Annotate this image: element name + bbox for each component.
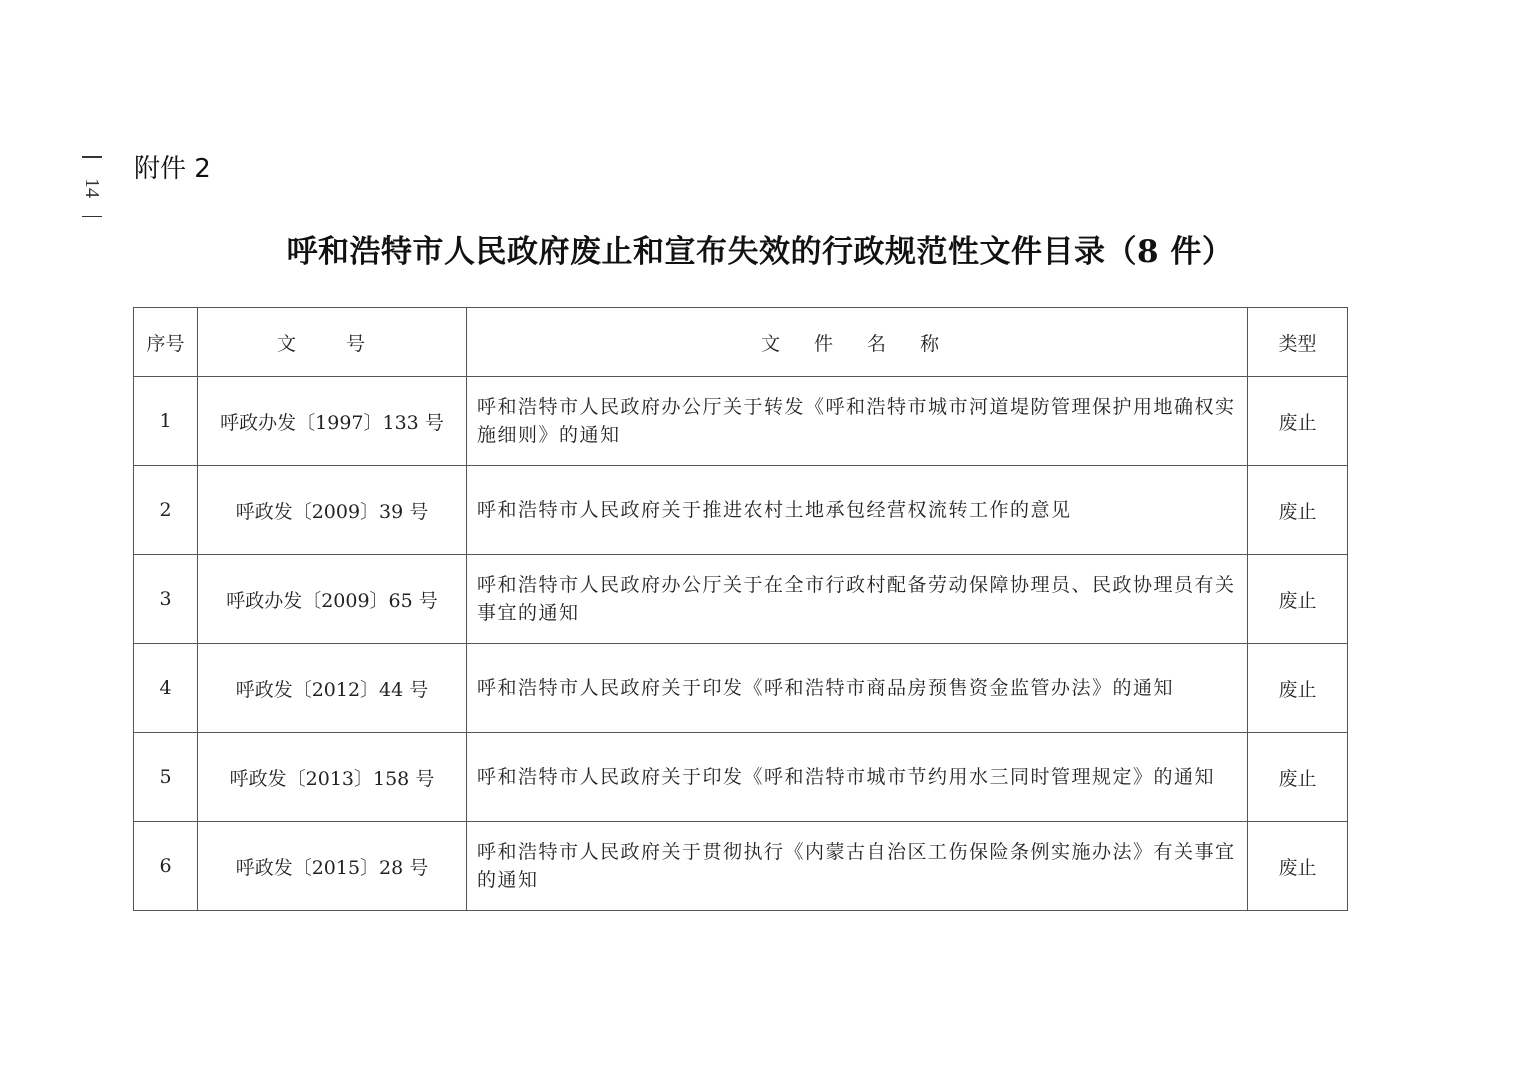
row-file-name: 呼和浩特市人民政府关于贯彻执行《内蒙古自治区工伤保险条例实施办法》有关事宜的通知 — [467, 822, 1248, 911]
row-doc-no: 呼政发〔2015〕28 号 — [198, 822, 467, 911]
row-seq: 4 — [134, 644, 198, 733]
row-seq: 2 — [134, 466, 198, 555]
table-row — [134, 466, 1348, 555]
row-doc-no: 呼政发〔2009〕39 号 — [198, 466, 467, 555]
row-file-name: 呼和浩特市人民政府关于推进农村土地承包经营权流转工作的意见 — [467, 466, 1248, 555]
table-row — [134, 377, 1348, 466]
table-row — [134, 733, 1348, 822]
row-type: 废止 — [1248, 555, 1348, 644]
row-file-name: 呼和浩特市人民政府关于印发《呼和浩特市商品房预售资金监管办法》的通知 — [467, 644, 1248, 733]
row-seq: 6 — [134, 822, 198, 911]
row-type: 废止 — [1248, 644, 1348, 733]
page-number-dash-top — [82, 156, 102, 158]
row-seq: 5 — [134, 733, 198, 822]
attachment-label: 附件 2 — [134, 154, 211, 184]
header-file-name: 文 件 名 称 — [467, 308, 1248, 377]
row-doc-no: 呼政发〔2013〕158 号 — [198, 733, 467, 822]
row-file-name: 呼和浩特市人民政府办公厅关于转发《呼和浩特市城市河道堤防管理保护用地确权实施细则》的通知 — [467, 377, 1248, 466]
table-row — [134, 822, 1348, 911]
document-title: 呼和浩特市人民政府废止和宣布失效的行政规范性文件目录（8 件） — [286, 234, 1234, 270]
row-type: 废止 — [1248, 377, 1348, 466]
row-type: 废止 — [1248, 822, 1348, 911]
page-number-dash-bottom — [82, 216, 102, 218]
row-file-name: 呼和浩特市人民政府办公厅关于在全市行政村配备劳动保障协理员、民政协理员有关事宜的通知 — [467, 555, 1248, 644]
row-type: 废止 — [1248, 466, 1348, 555]
table-row — [134, 644, 1348, 733]
row-type: 废止 — [1248, 733, 1348, 822]
header-type: 类型 — [1248, 308, 1348, 377]
table-header-row — [134, 308, 1348, 377]
row-seq: 3 — [134, 555, 198, 644]
row-file-name: 呼和浩特市人民政府关于印发《呼和浩特市城市节约用水三同时管理规定》的通知 — [467, 733, 1248, 822]
header-doc-no: 文 号 — [198, 308, 467, 377]
row-doc-no: 呼政发〔2012〕44 号 — [198, 644, 467, 733]
row-doc-no: 呼政办发〔1997〕133 号 — [198, 377, 467, 466]
document-catalog-table — [133, 307, 1348, 911]
page-number-value: 14 — [81, 177, 103, 198]
table-row — [134, 555, 1348, 644]
row-doc-no: 呼政办发〔2009〕65 号 — [198, 555, 467, 644]
row-seq: 1 — [134, 377, 198, 466]
header-seq: 序号 — [134, 308, 198, 377]
